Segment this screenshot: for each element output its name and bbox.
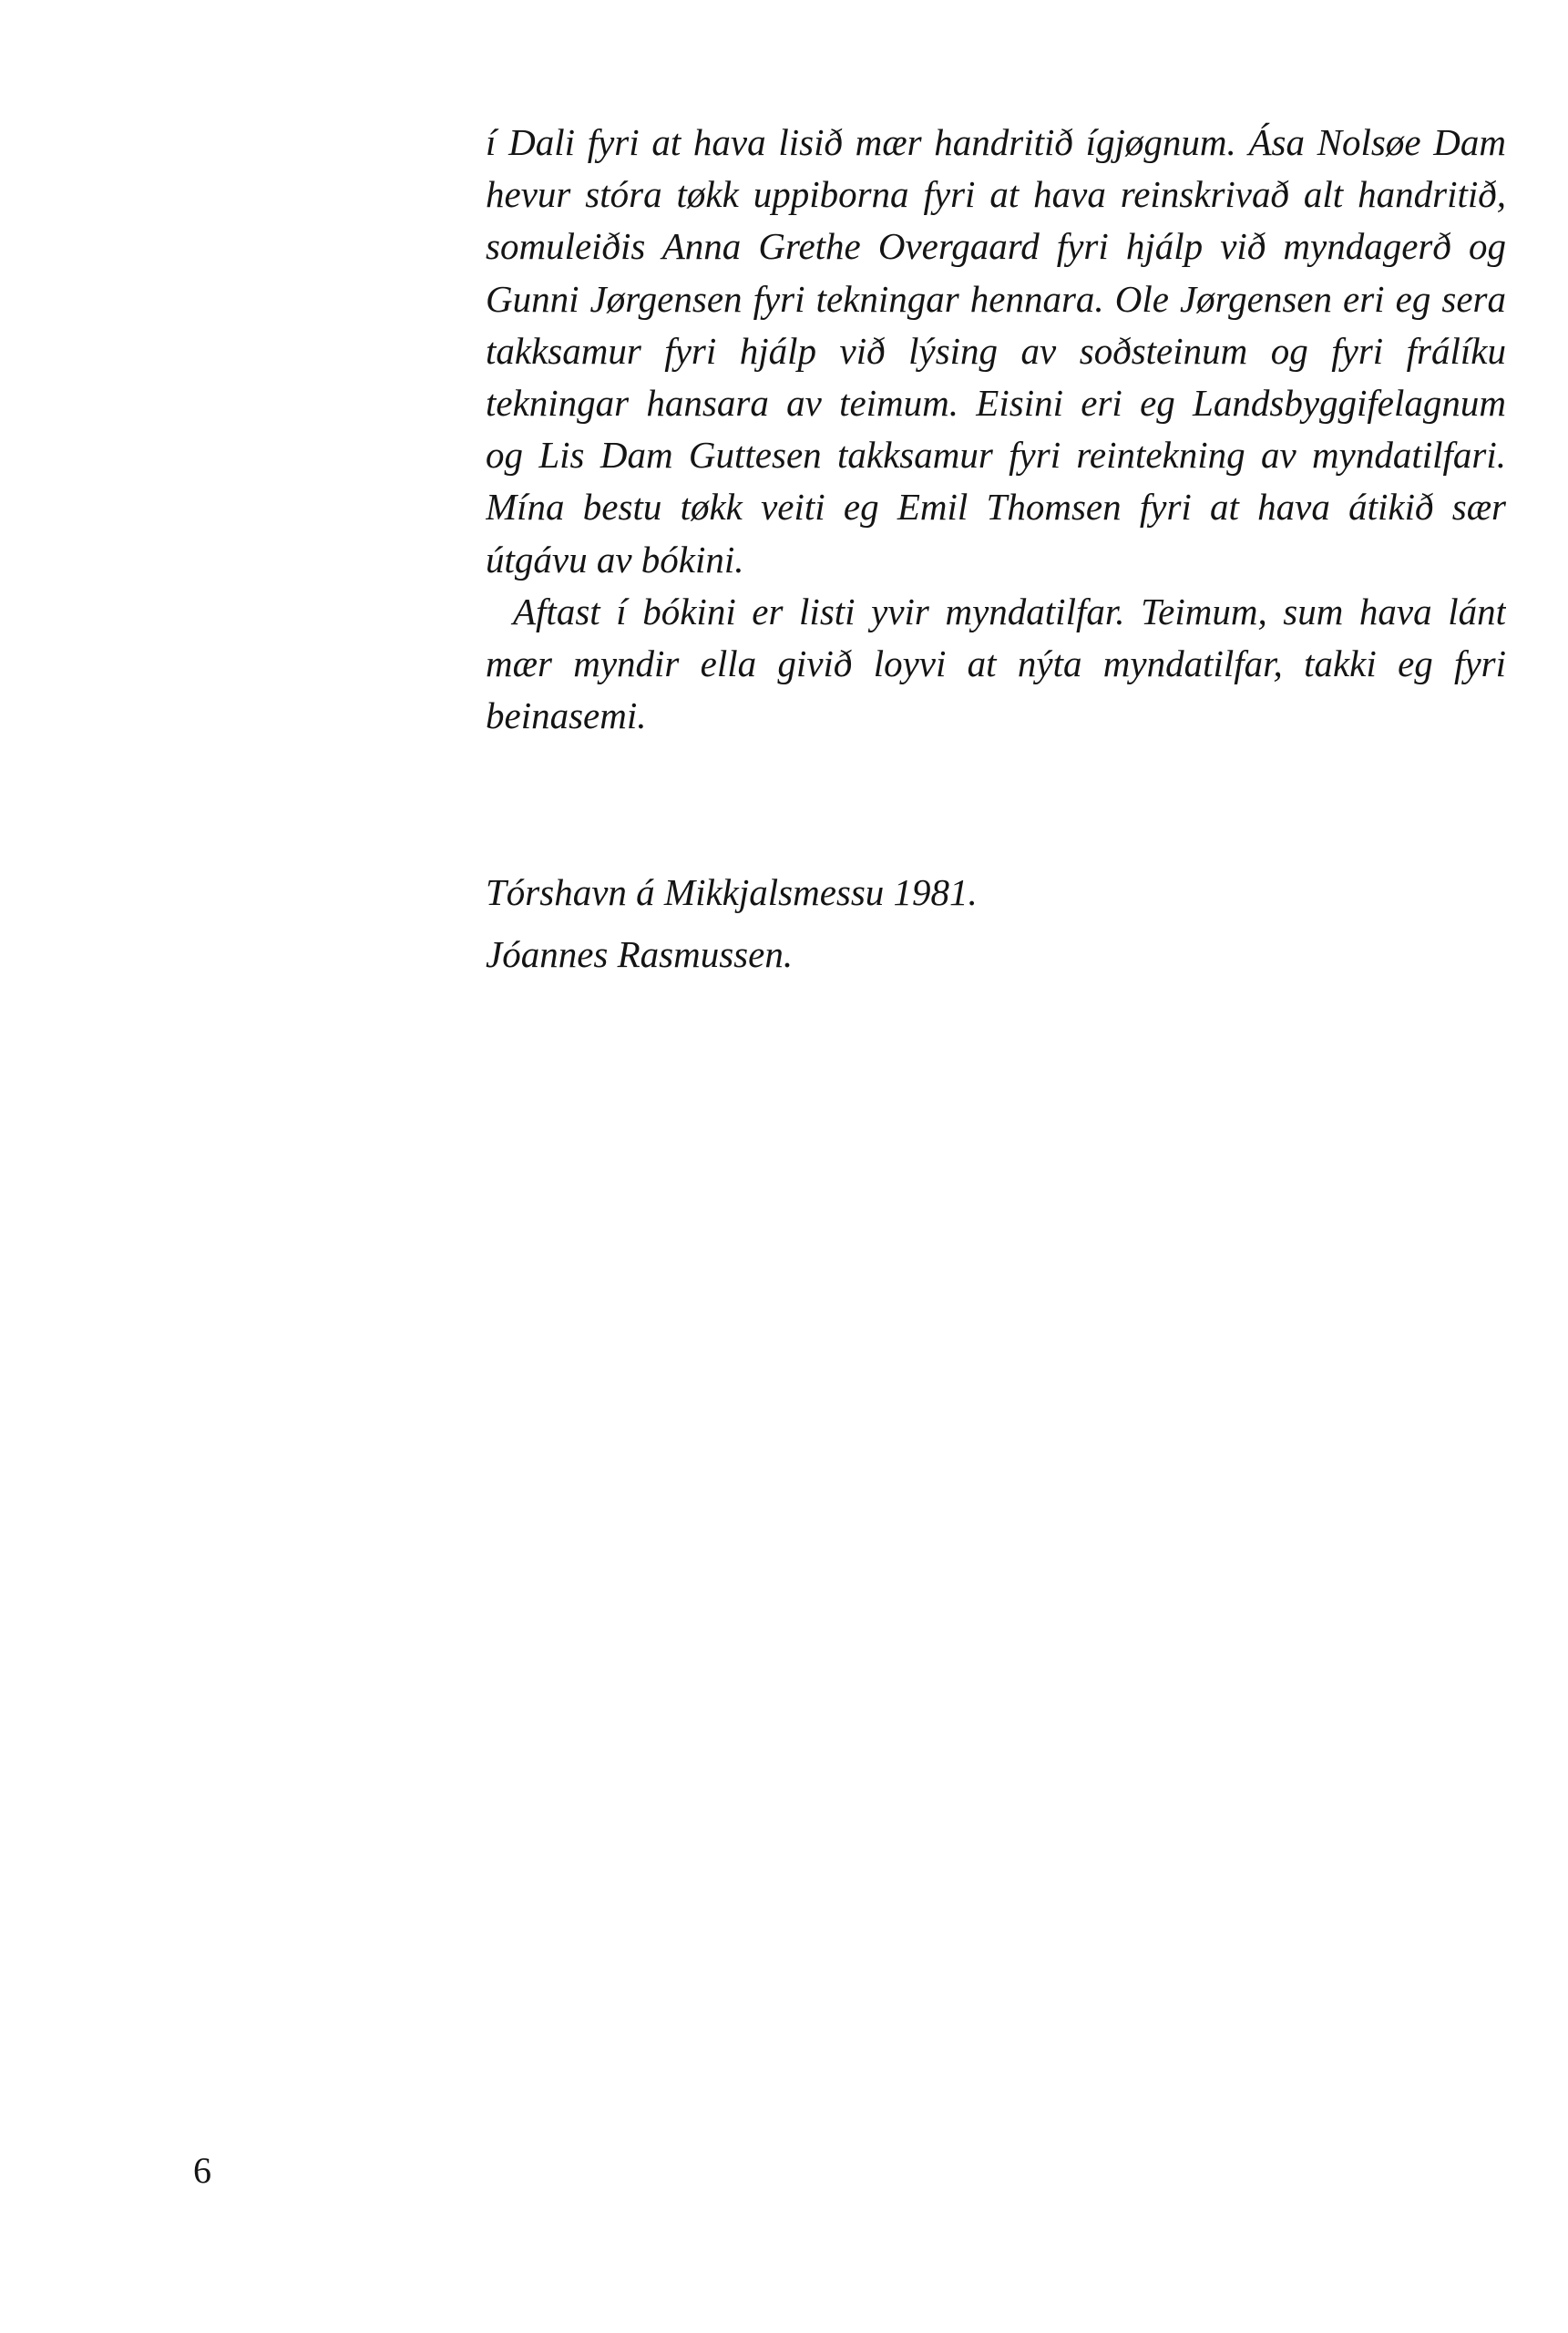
text-line: Mína bestu tøkk veiti eg Emil Thomsen fyri at hava átikið sær [486,486,1506,529]
author-name: Jóannes Rasmussen. [486,933,794,975]
text-line: hevur stóra tøkk uppiborna fyri at hava reinskrivað alt handritið, [486,173,1506,216]
place-date: Tórshavn á Mikkjalsmessu 1981. [486,871,978,913]
text-line: Aftast í bókini er listi yvir myndatilfar. Teimum, sum hava lánt [513,590,1506,632]
text-line: Gunni Jørgensen fyri tekningar hennara. Ole Jørgensen eri eg sera [486,277,1506,320]
text-line: tekningar hansara av teimum. Eisini eri eg Landsbyggifelagnum [486,382,1506,425]
text-line: útgávu av bókini. [486,538,744,581]
text-line: somuleiðis Anna Grethe Overgaard fyri hjálp við myndagerð og [486,225,1506,268]
text-line: í Dali fyri at hava lisið mær handritið ígjøgnum. Ása Nolsøe Dam [486,121,1506,163]
signature-block [486,861,1488,985]
text-line: takksamur fyri hjálp við lýsing av soðsteinum og fyri frálíku [486,329,1506,372]
page-number: 6 [193,2150,211,2191]
body-text [486,117,1506,742]
text-line: og Lis Dam Guttesen takksamur fyri reintekning av myndatilfari. [486,434,1506,477]
text-line: beinasemi. [486,694,647,737]
text-line: mær myndir ella givið loyvi at nýta myndatilfar, takki eg fyri [486,642,1506,685]
